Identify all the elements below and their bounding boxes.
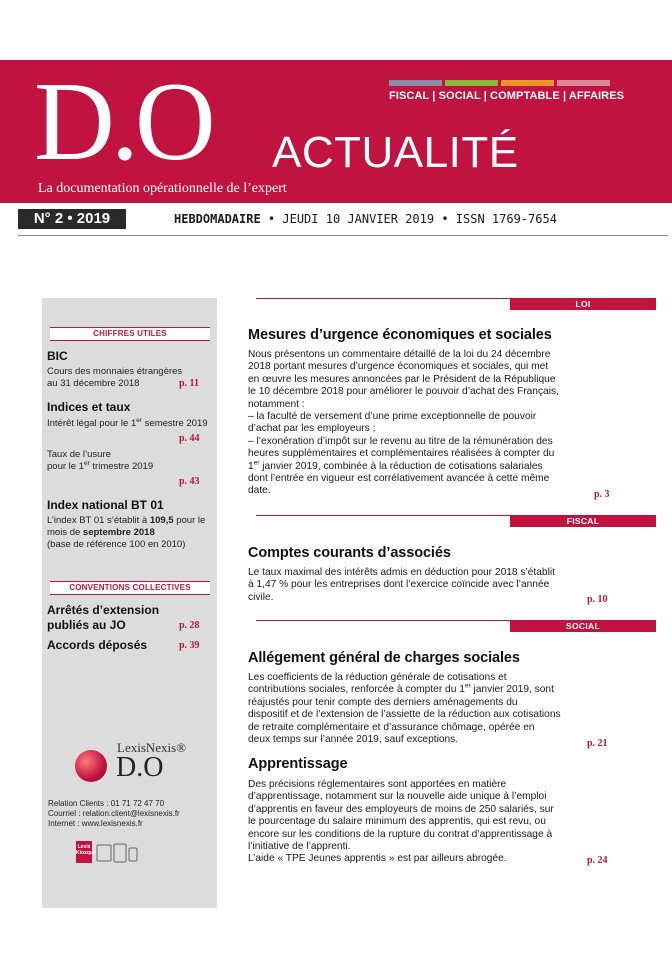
article-line: encore sur les conditions de la rupture du contrat d’apprentissage à: [248, 828, 553, 840]
bt01-line3: (base de référence 100 en 2010): [47, 539, 186, 550]
logo-actualite: ACTUALITÉ: [272, 128, 519, 177]
interet-legal-page-link[interactable]: p. 44: [179, 433, 200, 444]
contact-mail[interactable]: Courriel : relation.client@lexisnexis.fr: [48, 809, 180, 818]
bt01-month-label: mois de: [47, 527, 83, 538]
article-text: janvier 2019, sont: [470, 684, 554, 696]
categories-line: FISCAL | SOCIAL | COMPTABLE | AFFAIRES: [389, 90, 625, 102]
lexisnexis-do: D.O: [116, 752, 164, 783]
lexis-kiosque-icon[interactable]: Lexis Kiosque: [76, 841, 92, 863]
article-line: notamment :: [248, 398, 305, 410]
article-title-comptes[interactable]: Comptes courants d’associés: [248, 545, 451, 561]
article-text: contributions sociales, renforcée à compter du 1: [248, 684, 465, 696]
article-line: date.: [248, 485, 271, 497]
article-line: en œuvre les mesures annoncées par le Président de la République: [248, 373, 556, 385]
chiffres-utiles-heading: CHIFFRES UTILES: [50, 327, 210, 341]
section-bar-loi: [256, 298, 656, 310]
lexisnexis-globe-icon: [75, 750, 107, 782]
arretes-line1: Arrêtés d’extension: [47, 603, 160, 617]
issue-info: [174, 212, 557, 226]
article-line: – la faculté de versement d’une prime exceptionnelle de pouvoir: [248, 411, 537, 423]
usure-line2: [47, 461, 153, 473]
bic-line1: Cours des monnaies étrangères: [47, 366, 183, 377]
category-bar-comptable: [501, 80, 554, 86]
article-line: 2018 portant mesures d’urgence économiques et sociales, qui met: [248, 361, 549, 373]
issue-date-issn: • JEUDI 10 JANVIER 2019 • ISSN 1769-7654: [260, 212, 557, 226]
interet-legal-sup: er: [136, 416, 143, 424]
article-line: Nous présentons un commentaire détaillé de la loi du 24 décembre: [248, 349, 551, 360]
lexisnexis-logo: [72, 738, 212, 788]
article-title-mesures[interactable]: Mesures d’urgence économiques et sociales: [248, 327, 552, 343]
bt01-text-end: pour le: [173, 515, 206, 526]
article-line: deux temps sur l’année 2019, sauf exceptions.: [248, 734, 459, 746]
category-bar-social: [445, 80, 498, 86]
interet-legal-line: [47, 418, 208, 430]
issue-number: N° 2 • 2019: [18, 209, 126, 229]
tagline: La documentation opérationnelle de l’expert: [38, 181, 287, 196]
accords-title: Accords déposés: [47, 638, 148, 652]
conventions-heading: CONVENTIONS COLLECTIVES: [50, 581, 210, 595]
section-bar-fiscal: [256, 515, 656, 527]
article-line: – l’exonération d’impôt sur le revenu au titre de la rémunération des: [248, 435, 553, 447]
category-bar-fiscal: [389, 80, 442, 86]
bt01-title: Index national BT 01: [47, 498, 164, 512]
article-line: d’achat par les employeurs ;: [248, 423, 376, 435]
article-body-apprentissage: [248, 779, 576, 866]
article-line: le pourcentage du salaire minimum des apprentis, qui est revu, ou: [248, 816, 546, 828]
mesures-page-link[interactable]: p. 3: [594, 489, 610, 500]
bt01-text: L’index BT 01 s’établit à: [47, 515, 150, 526]
article-text: janvier 2019, combinée à la réduction de cotisations salariales: [259, 460, 543, 472]
usure-text: pour le 1: [47, 461, 84, 472]
article-line: dont l’entrée en vigueur est corrélativement avancée à cette même: [248, 473, 550, 485]
lexisnexis-brand: LexisNexis®: [117, 740, 187, 755]
article-line: [248, 684, 576, 696]
article-line: [248, 461, 576, 473]
section-tag-fiscal: FISCAL: [510, 516, 656, 527]
usure-line1: Taux de l’usure: [47, 449, 111, 460]
bic-title: BIC: [47, 349, 68, 363]
article-line: l’initiative de l’apprenti.: [248, 841, 351, 853]
article-sup: er: [253, 459, 260, 467]
contact-phone: Relation Clients : 01 71 72 47 70: [48, 799, 165, 808]
section-tag-social: SOCIAL: [510, 621, 656, 632]
article-body-mesures: [248, 349, 576, 498]
accords-page-link[interactable]: p. 39: [179, 640, 200, 651]
article-line: d’apprentissage, notamment sur la nouvelle aide unique à l’emploi: [248, 791, 547, 803]
section-bar-social: [256, 620, 656, 632]
bic-page-link[interactable]: p. 11: [179, 378, 200, 389]
contact-web[interactable]: Internet : www.lexisnexis.fr: [48, 819, 143, 828]
bic-line2: au 31 décembre 2018: [47, 378, 140, 389]
article-line: Des précisions réglementaires sont apportées en matière: [248, 779, 507, 790]
bt01-month: septembre 2018: [82, 527, 155, 538]
article-line: à 1,47 % pour les entreprises dont l’exercice coïncide avec l’année: [248, 579, 550, 591]
article-title-apprentissage[interactable]: Apprentissage: [248, 756, 348, 772]
usure-text-end: trimestre 2019: [89, 461, 154, 472]
interet-legal-text-end: semestre 2019: [142, 418, 208, 429]
article-sup: er: [464, 683, 471, 691]
comptes-page-link[interactable]: p. 10: [587, 594, 608, 605]
article-line: le 10 décembre 2018 pour améliorer le pouvoir d’achat des Français,: [248, 386, 559, 398]
usure-sup: er: [83, 459, 90, 467]
header-rule: [18, 235, 668, 236]
article-line: heures supplémentaires et complémentaires réalisées à compter du: [248, 448, 555, 460]
interet-legal-text: Intérêt légal pour le 1: [47, 418, 137, 429]
article-title-allegement[interactable]: Allégement général de charges sociales: [248, 650, 520, 666]
article-line: réajustés pour tenir compte des derniers aménagements du: [248, 696, 518, 708]
category-color-bars: [389, 80, 610, 86]
allegement-page-link[interactable]: p. 21: [587, 738, 608, 749]
bt01-value: 109,5: [149, 515, 174, 526]
devices-icon: [96, 843, 140, 863]
apprentissage-page-link[interactable]: p. 24: [587, 855, 608, 866]
bt01-line1: [47, 515, 205, 527]
article-line: d’apprentis en faveur des employeurs de moins de 250 salariés, sur: [248, 803, 554, 815]
arretes-line2: publiés au JO: [47, 618, 126, 632]
article-text: 1: [248, 460, 254, 472]
issue-frequency: HEBDOMADAIRE: [174, 212, 261, 226]
section-tag-loi: LOI: [510, 299, 656, 310]
arretes-page-link[interactable]: p. 28: [179, 620, 200, 631]
bt01-line2: [47, 527, 155, 539]
article-line: Les coefficients de la réduction générale de cotisations et: [248, 672, 507, 683]
logo-do: D.O: [34, 60, 212, 184]
usure-page-link[interactable]: p. 43: [179, 476, 200, 487]
article-line: L’aide « TPE Jeunes apprentis » est par ailleurs abrogée.: [248, 853, 507, 865]
category-bar-affaires: [557, 80, 610, 86]
article-line: Le taux maximal des intérêts admis en déduction pour 2018 s’établit: [248, 567, 555, 578]
article-body-comptes: [248, 567, 576, 604]
article-line: de retraite complémentaire et d’assurance chômage, opérée en: [248, 721, 535, 733]
article-line: civile.: [248, 591, 274, 603]
indices-title: Indices et taux: [47, 400, 131, 414]
article-line: dispositif et de l’extension de l’assiette de la réduction aux cotisations: [248, 709, 561, 721]
article-body-allegement: [248, 672, 576, 746]
